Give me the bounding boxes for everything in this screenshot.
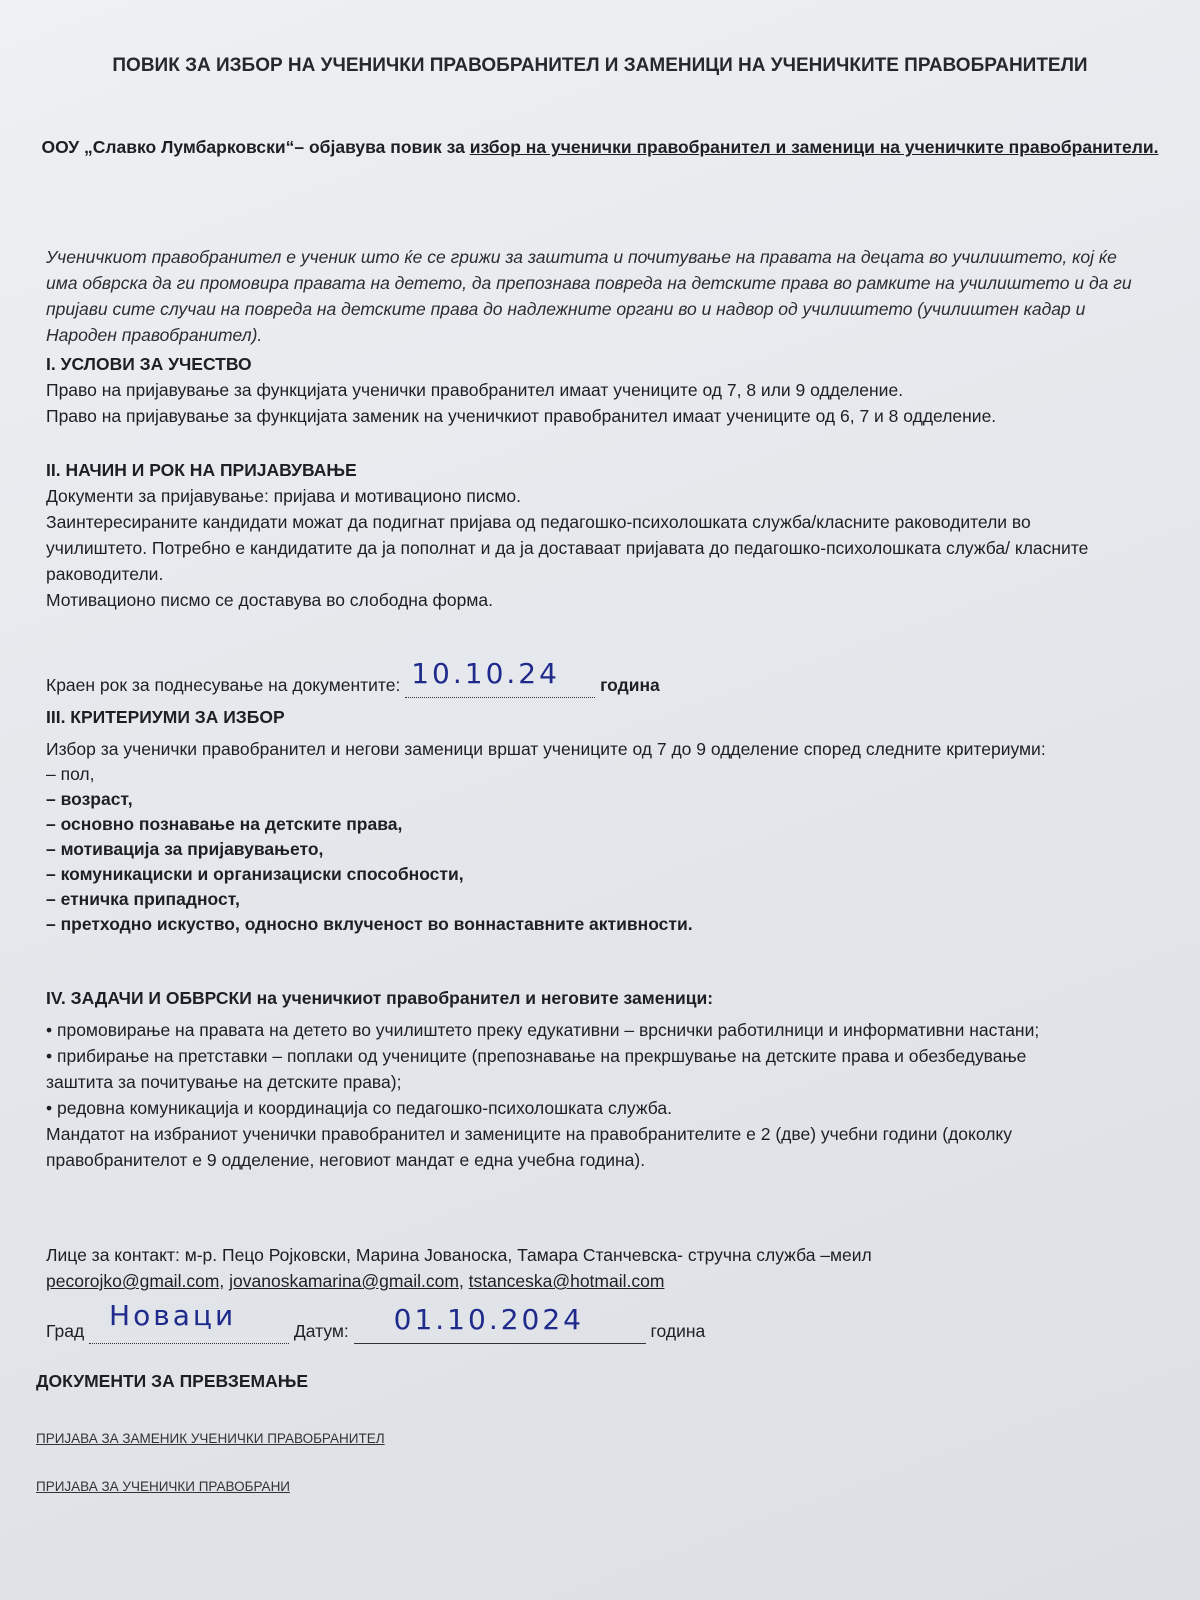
- paragraph: Избор за ученички правобранител и негови заменици вршат учениците од 7 до 9 одделение според следните критериуми:: [46, 739, 1046, 759]
- email-link[interactable]: tstanceska@hotmail.com: [468, 1271, 665, 1291]
- deadline-handwritten: 10.10.24: [411, 657, 560, 690]
- paragraph: Мандатот на избраниот ученички правобранител и замениците на правобранителите е 2 (две) учебни години (доколку правобранителот е 9 одделение, неговиот мандат е една учебна година).: [46, 1124, 1013, 1170]
- subtitle-underlined: избор на ученички правобранител и заменици на ученичките правобранители.: [469, 137, 1159, 157]
- bullet: • прибирање на претставки – поплаки од учениците (препознавање на прекршување на детските права и обезбедување заштита за почитување на детските права);: [46, 1046, 1027, 1092]
- subtitle: [40, 134, 1160, 161]
- section-heading: I. УСЛОВИ ЗА УЧЕСТВО: [46, 354, 252, 374]
- section-criteria: [46, 704, 1146, 937]
- deadline-row: [46, 657, 1146, 698]
- download-advocate-application-link[interactable]: ПРИЈАВА ЗА УЧЕНИЧКИ ПРАВОБРАНИ: [36, 1479, 291, 1494]
- document-title: ПОВИК ЗА ИЗБОР НА УЧЕНИЧКИ ПРАВОБРАНИТЕЛ И ЗАМЕНИЦИ НА УЧЕНИЧКИТЕ ПРАВОБРАНИТЕЛИ: [112, 55, 1088, 76]
- criterion: – основно познавање на детските права,: [46, 814, 403, 834]
- section-heading: III. КРИТЕРИУМИ ЗА ИЗБОР: [46, 707, 285, 727]
- criterion: – пол,: [46, 764, 95, 784]
- paragraph: Документи за пријавување: пријава и мотивационо писмо.: [46, 486, 522, 506]
- criterion: – етничка припадност,: [46, 889, 240, 909]
- criterion: – мотивација за пријавувањето,: [46, 839, 324, 859]
- email-link[interactable]: pecorojko@gmail.com: [46, 1271, 220, 1291]
- city-label: Град: [46, 1321, 85, 1341]
- bullet: • промовирање на правата на детето во училиштето преку едукативни – врснички работилници и информативни настани;: [46, 1020, 1040, 1040]
- deadline-label: Краен рок за поднесување на документите:: [46, 675, 401, 695]
- email-link[interactable]: jovanoskamarina@gmail.com: [229, 1271, 459, 1291]
- bullet: • редовна комуникација и координација со педагошко-психолошката служба.: [46, 1098, 672, 1118]
- download-deputy-application-link[interactable]: ПРИЈАВА ЗА ЗАМЕНИК УЧЕНИЧКИ ПРАВОБРАНИТЕЛ: [36, 1431, 385, 1446]
- section-conditions: [46, 351, 1146, 429]
- intro-paragraph: Ученичкиот правобранител е ученик што ќе се грижи за заштита и почитување на правата на децата во училиштето, кој ќе има обврска да ги промовира правата на детето, да препознава повреда на детските права во рамките на училиштето и да ги пријави сите случаи на повреда на детските права до надлежните органи во и надвор од училиштето (училиштен кадар и Народен правобранител).: [46, 247, 1132, 345]
- criterion: – претходно искуство, односно вклученост во воннаставните активности.: [46, 914, 693, 934]
- place-date-row: [46, 1299, 1146, 1344]
- section-duties: [46, 985, 1146, 1173]
- documents-heading: ДОКУМЕНТИ ЗА ПРЕВЗЕМАЊЕ: [36, 1371, 309, 1391]
- city-handwritten: Новаци: [109, 1299, 237, 1332]
- date-field[interactable]: [354, 1303, 646, 1344]
- subtitle-prefix: ООУ „Славко Лумбарковски“– објавува повик за: [41, 137, 465, 157]
- deadline-suffix: година: [600, 675, 660, 695]
- section-application: [46, 457, 1146, 613]
- criterion: – комуникациски и организациски способности,: [46, 864, 464, 884]
- contact-text: Лице за контакт: м-р. Пецо Ројковски, Марина Јованоска, Тамара Станчевска- стручна служба –меил: [46, 1245, 872, 1265]
- date-handwritten: 01.10.2024: [393, 1303, 584, 1336]
- paragraph: Мотивационо писмо се доставува во слободна форма.: [46, 590, 494, 610]
- paragraph: Заинтересираните кандидати можат да подигнат пријава од педагошко-психолошката служба/класните раководители во училиштето. Потребно е кандидатите да ја пополнат и да ја доставаат пријавата до педагошко-психолошката служба/ класните раководители.: [46, 512, 1089, 584]
- paragraph: Право на пријавување за функцијата ученички правобранител имаат учениците од 7, 8 или 9 одделение.: [46, 380, 904, 400]
- section-heading: IV. ЗАДАЧИ И ОБВРСКИ на ученичкиот правобранител и неговите заменици:: [46, 988, 714, 1008]
- city-field[interactable]: [89, 1299, 289, 1344]
- date-label: Датум:: [293, 1321, 349, 1341]
- date-suffix: година: [650, 1321, 706, 1341]
- documents-links: [36, 1424, 1136, 1500]
- paragraph: Право на пријавување за функцијата заменик на ученичкиот правобранител имаат учениците од 6, 7 и 8 одделение.: [46, 406, 997, 426]
- criterion: – возраст,: [46, 789, 133, 809]
- section-heading: II. НАЧИН И РОК НА ПРИЈАВУВАЊЕ: [46, 460, 357, 480]
- contact: Лице за контакт: м-р. Пецо Ројковски, Марина Јованоска, Тамара Станчевска- стручна служба –меил pecorojko@gmail.com, jovanoskamarina@gmail.com, tstanceska@hotmail.com: [46, 1242, 1146, 1294]
- deadline-field[interactable]: [405, 657, 595, 698]
